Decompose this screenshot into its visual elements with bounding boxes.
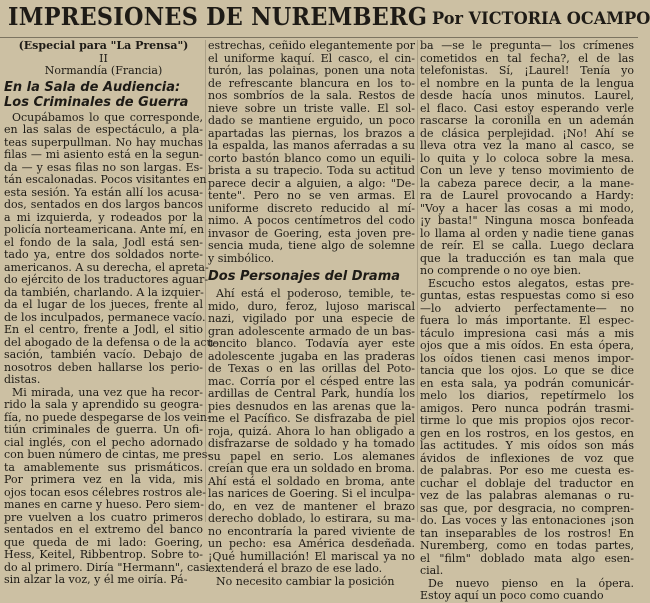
text-line: derecho doblado, lo estirara, su ma- bbox=[208, 512, 415, 525]
text-line: desde hacía unos minutos. Laurel, bbox=[420, 89, 634, 102]
text-line: pre vuelven a los cuatro primeros bbox=[4, 510, 203, 524]
text-line: y simbólico. bbox=[208, 251, 275, 265]
text-line: ojos que a mis oídos. En esta ópera, bbox=[420, 339, 634, 352]
text-line: Ocupábamos lo que corresponde, bbox=[12, 110, 203, 124]
text-line: dos, sentados en dos largos bancos bbox=[4, 198, 203, 211]
text-line: Por primera vez en la vida, mis bbox=[4, 473, 203, 486]
text-line: invasor de Goering, esta joven pre- bbox=[208, 226, 415, 240]
text-line: ¡Qué humillación! El mariscal ya no bbox=[208, 549, 415, 563]
text-line: do ejército de los traductores aguar- bbox=[4, 273, 209, 286]
text-line: cial inglés, con el pecho adornado bbox=[4, 435, 203, 449]
headline: IMPRESIONES DE NUREMBERG bbox=[8, 2, 428, 31]
text-line: nazi, vigilado por una especie de bbox=[208, 312, 415, 325]
text-line: vez de las palabras alemanas o ru- bbox=[420, 489, 634, 502]
text-line: Con un leve y tenso movimiento de bbox=[420, 164, 634, 177]
column-3-body bbox=[420, 40, 634, 603]
text-line: el "film" doblado mata algo esen- bbox=[420, 551, 634, 565]
text-line: americanos. A su derecha, el apreta- bbox=[4, 260, 209, 274]
text-line: No necesito cambiar la posición bbox=[216, 574, 395, 588]
text-line: Mi mirada, una vez que ha recor- bbox=[12, 385, 203, 399]
text-line: sas que, por desgracia, no compren- bbox=[420, 501, 634, 515]
subhead-sala: En la Sala de Audiencia: bbox=[4, 79, 181, 95]
text-line: da también, charlando. A la izquier- bbox=[4, 285, 204, 299]
text-line: do. Las voces y las entonaciones ¡son bbox=[420, 514, 634, 527]
text-line: gen en los rostros, en los gestos, en bbox=[420, 426, 634, 440]
text-line: fía, no puede despegarse de los vein- bbox=[4, 410, 211, 424]
text-line: nimo. A pocos centímetros del codo bbox=[208, 214, 415, 227]
text-line: táculo impresiona casi más a mis bbox=[420, 326, 634, 340]
text-line: distas. bbox=[4, 373, 41, 386]
text-line: ojos tocan esos célebres rostros ale- bbox=[4, 485, 206, 499]
text-line: tán escalonadas. Pocos visitantes en bbox=[4, 173, 207, 186]
text-line: el flaco. Casi estoy esperando verle bbox=[420, 101, 634, 115]
text-line: estrechas, ceñido elegantemente por bbox=[208, 39, 415, 52]
text-line: creían que era un soldado en broma. bbox=[208, 462, 415, 475]
text-line: telefonistas. Sí, ¡Laurel! Tenía yo bbox=[420, 64, 634, 77]
text-line: los oídos tienen casi menos impor- bbox=[420, 351, 634, 365]
text-line: sación, también vacío. Debajo de bbox=[4, 348, 203, 361]
text-line: extenderá el brazo de ese lado. bbox=[208, 562, 383, 575]
subhead-criminales: Los Criminales de Guerra bbox=[4, 94, 189, 110]
text-line: da el lugar de los jueces, frente al bbox=[4, 298, 203, 311]
text-line: Nuremberg, como en todas partes, bbox=[420, 539, 634, 552]
text-line: de los inculpados, permanece vacío. bbox=[4, 310, 206, 324]
text-line: el uniforme kaquí. El casco, el cin- bbox=[208, 51, 415, 65]
text-line: uniforme discreto reducido al mí- bbox=[208, 201, 415, 215]
text-line: no comprende o no oye bien. bbox=[420, 264, 582, 277]
text-line: sencia muda, tiene algo de solemne bbox=[208, 239, 415, 252]
text-line: que queda de mi lado: Goering, bbox=[4, 535, 203, 549]
headline-rule bbox=[0, 37, 638, 38]
text-line: En el centro, frente a Jodl, el sitio bbox=[4, 323, 203, 336]
text-line: rido la sala y aprendido su geogra- bbox=[4, 398, 203, 411]
text-line: de reír. El se calla. Luego declara bbox=[420, 239, 634, 252]
text-line: las narices de Goering. Si el inculpa- bbox=[208, 487, 415, 500]
text-line: ardillas de Central Park, hundía los bbox=[208, 387, 415, 400]
text-line: ¡y basta!" Ninguna mosca bonfeada bbox=[420, 214, 634, 227]
text-line: roja, quizá. Ahora lo han obligado a bbox=[208, 424, 415, 438]
text-line: mac. Corría por el césped entre las bbox=[208, 374, 415, 388]
text-line: Hess, Keitel, Ribbentrop. Sobre to- bbox=[4, 548, 203, 561]
text-line: en esta sala, ya podrán comunicár- bbox=[420, 376, 634, 390]
text-line: parece decir a alguien, a algo: "De- bbox=[208, 176, 415, 190]
text-line: lleva otra vez la mano al casco, se bbox=[420, 139, 634, 152]
text-line: do al primero. Diría "Hermann", casi bbox=[4, 560, 209, 574]
text-line: Escucho estos alegatos, estas pre- bbox=[428, 276, 634, 290]
text-line: teas superpullman. No hay muchas bbox=[4, 135, 203, 149]
dateline-source: (Especial para "La Prensa") bbox=[18, 39, 189, 52]
text-line: la espalda, las manos aferradas a su bbox=[208, 139, 415, 152]
byline: Por VICTORIA OCAMPO bbox=[432, 9, 650, 29]
column-2-body-bottom bbox=[208, 288, 415, 588]
text-line: amigos. Pero nunca podrán trasmi- bbox=[420, 401, 634, 415]
text-line: me el Pacífico. Se disfrazaba de piel bbox=[208, 412, 415, 425]
text-line: corto bastón blanco como un equili- bbox=[208, 151, 415, 165]
text-line: ba —se le pregunta— los crímenes bbox=[420, 39, 634, 52]
article-column-1 bbox=[4, 39, 218, 586]
text-line: nos sombríos de la sala. Restos de bbox=[208, 89, 415, 102]
text-line: ta amablemente sus prismáticos. bbox=[4, 460, 203, 474]
text-line: de palabras. Por eso me cuesta es- bbox=[420, 464, 634, 477]
text-line: lo llama al orden y nadie tiene ganas bbox=[420, 226, 634, 240]
text-line: pies desnudos en las arenas que la- bbox=[208, 399, 415, 413]
text-line: disfrazarse de soldado y ha tomado bbox=[208, 437, 415, 450]
text-line: "Voy a hacer las cosas a mi modo, bbox=[420, 201, 634, 215]
text-line: de Texas o en las orillas del Poto- bbox=[208, 362, 415, 375]
text-line: de clásica perplejidad. ¡No! Ahí se bbox=[420, 126, 634, 140]
text-line: filas — mi asiento está en la segun- bbox=[4, 148, 203, 161]
text-line: del abogado de la defensa o de la acu- bbox=[4, 335, 218, 349]
text-line: rascarse la coronilla en un ademán bbox=[420, 114, 634, 127]
text-line: policía norteamericana. Ante mí, en bbox=[4, 223, 204, 236]
text-line: sentados en el extremo del banco bbox=[4, 523, 203, 536]
column-2-body-top bbox=[208, 40, 415, 265]
text-line: Estoy aquí un poco como cuando bbox=[420, 589, 604, 602]
text-line: tirme lo que mis propios ojos recor- bbox=[420, 414, 634, 427]
text-line: las actitudes. Y mis oídos son más bbox=[420, 439, 634, 452]
text-line: tente". Pero no se ven armas. El bbox=[208, 189, 415, 202]
text-line: la cabeza parece decir, a la mane- bbox=[420, 176, 634, 190]
text-line: el nombre en la punta de la lengua bbox=[420, 76, 634, 90]
text-line: a mi izquierda, y rodeados por la bbox=[4, 210, 203, 224]
dateline-place: Normandía (Francia) bbox=[44, 64, 163, 77]
column-divider bbox=[417, 40, 418, 522]
text-line: adolescente jugaba en las praderas bbox=[208, 349, 415, 363]
text-line: nieve sobre un triste valle. El sol- bbox=[208, 101, 415, 115]
text-line: fuera lo más importante. El espec- bbox=[420, 314, 634, 327]
column-divider bbox=[205, 40, 206, 522]
text-line: apartadas las piernas, los brazos a bbox=[208, 126, 415, 140]
text-line: ra de Laurel provocando a Hardy: bbox=[420, 189, 634, 202]
text-line: melo los diarios, repetírmelo los bbox=[420, 389, 634, 402]
text-line: dado se mantiene erguido, un poco bbox=[208, 114, 415, 127]
text-line: tiún criminales de guerra. Un ofi- bbox=[4, 423, 203, 436]
dateline-part: II bbox=[99, 51, 108, 65]
text-line: tan inseparables de los rostros! En bbox=[420, 526, 634, 540]
text-line: guntas, estas respuestas como si eso bbox=[420, 289, 634, 302]
text-line: De nuevo pienso en la ópera. bbox=[428, 576, 634, 590]
text-line: tancia que los ojos. Lo que se dice bbox=[420, 364, 634, 377]
text-line: do, en vez de mantener el brazo bbox=[208, 499, 415, 513]
text-line: que la traducción es tan mala que bbox=[420, 251, 634, 265]
text-line: cial. bbox=[420, 564, 444, 577]
text-line: ávidos de inflexiones de voz que bbox=[420, 451, 634, 465]
masthead bbox=[0, 0, 650, 40]
text-line: no encontraría la pared viviente de bbox=[208, 524, 415, 538]
text-line: Ahí está el soldado en broma, ante bbox=[208, 474, 415, 488]
text-line: tado ya, entre dos soldados norte- bbox=[4, 248, 203, 261]
text-line: de refrescante blancura en los to- bbox=[208, 76, 415, 90]
text-line: un pecho: esa América desdeñada. bbox=[208, 537, 415, 550]
text-line: gran adolescente armado de un bas- bbox=[208, 324, 415, 338]
text-line: en las salas de espectáculo, a pla- bbox=[4, 123, 203, 136]
text-line: el fondo de la sala, Jodl está sen- bbox=[4, 235, 203, 249]
text-line: cuchar el doblaje del traductor en bbox=[420, 476, 634, 490]
text-line: turón, las polainas, ponen una nota bbox=[208, 64, 415, 77]
text-line: —lo advierto perfectamente— no bbox=[420, 301, 634, 315]
text-line: mido, duro, feroz, lujoso mariscal bbox=[208, 299, 415, 313]
text-line: con buen número de cintas, me pres- bbox=[4, 448, 212, 461]
text-line: su papel en serio. Los alemanes bbox=[208, 449, 415, 463]
article-column-3 bbox=[420, 39, 634, 602]
text-line: manes en carne y hueso. Pero siem- bbox=[4, 498, 204, 511]
text-line: cometidos en tal fecha?, el de las bbox=[420, 51, 634, 65]
article-column-2 bbox=[208, 39, 415, 588]
text-line: brista a su trapecio. Toda su actitud bbox=[208, 164, 415, 177]
subhead-personajes: Dos Personajes del Drama bbox=[208, 269, 401, 284]
text-line: nosotros deben hallarse los perio- bbox=[4, 360, 203, 374]
text-line: Ahí está el poderoso, temible, te- bbox=[216, 287, 415, 300]
text-line: sin alzar la voz, y él me oiría. Pá- bbox=[4, 573, 188, 586]
text-line: esta sesión. Ya están allí los acusa- bbox=[4, 185, 203, 199]
text-line: da — y esas filas no son largas. Es- bbox=[4, 160, 203, 174]
text-line: lo quita y lo coloca sobre la mesa. bbox=[420, 151, 634, 165]
text-line: toncito blanco. Todavía ayer este bbox=[208, 337, 415, 350]
column-1-body bbox=[4, 110, 218, 587]
